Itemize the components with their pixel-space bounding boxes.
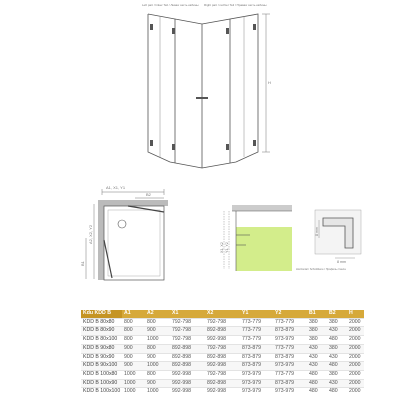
table-cell: 892-898 — [205, 327, 240, 336]
table-cell: 430 — [307, 353, 327, 362]
table-cell: 480 — [307, 370, 327, 379]
table-cell: 380 — [307, 327, 327, 336]
table-cell: 992-998 — [170, 388, 205, 396]
hinge — [150, 140, 153, 146]
table-cell: 900 — [122, 353, 145, 362]
table-row — [81, 344, 364, 353]
table-header-cell: A1 — [122, 310, 145, 318]
table-cell: 973-979 — [273, 362, 307, 371]
table-cell: 892-898 — [170, 353, 205, 362]
table-cell: KDD B 80x90 — [81, 327, 122, 336]
table-cell: 430 — [327, 379, 347, 388]
glass-profile-detail — [305, 208, 385, 268]
table-header-cell: X1 — [170, 310, 205, 318]
table-cell: 773-779 — [240, 327, 273, 336]
table-cell: 792-798 — [205, 344, 240, 353]
hinge — [226, 28, 229, 34]
table-cell: 2000 — [347, 344, 364, 353]
table-cell: KDD B 90x90 — [81, 353, 122, 362]
table-cell: 430 — [307, 344, 327, 353]
label-x1x2: X1, X2 — [220, 242, 224, 253]
table-header-cell: B1 — [307, 310, 327, 318]
table-cell: 1000 — [145, 388, 170, 396]
table-cell: 992-998 — [205, 362, 240, 371]
table-cell: 773-779 — [240, 318, 273, 327]
table-cell: 2000 — [347, 327, 364, 336]
green-area — [236, 227, 292, 271]
table-cell: KDD B 100x90 — [81, 379, 122, 388]
table-cell: 480 — [327, 388, 347, 396]
table-cell: 800 — [145, 344, 170, 353]
table-cell: 2000 — [347, 336, 364, 345]
table-cell: 480 — [327, 336, 347, 345]
right-part-label: Right part / rechter Teil / Правая часть кабины — [204, 3, 267, 7]
table-cell: 973-979 — [273, 388, 307, 396]
table-cell: KDD B 80x80 — [81, 318, 122, 327]
wall-section — [232, 205, 292, 211]
table-cell: 873-879 — [273, 327, 307, 336]
table-cell: 792-798 — [205, 370, 240, 379]
hinge — [172, 144, 175, 150]
label-y1y2: Y1, Y2 — [225, 242, 229, 253]
table-cell: 2000 — [347, 370, 364, 379]
table-cell: 800 — [145, 318, 170, 327]
table-cell: 380 — [307, 318, 327, 327]
table-cell: 992-998 — [205, 336, 240, 345]
table-cell: 800 — [122, 336, 145, 345]
table-row — [81, 327, 364, 336]
table-cell: 800 — [145, 370, 170, 379]
table-cell: 992-998 — [170, 379, 205, 388]
table-cell: 1000 — [122, 379, 145, 388]
hinge — [253, 140, 256, 146]
spec-table — [81, 310, 364, 396]
table-cell: 480 — [307, 379, 327, 388]
dimension-h-label: H — [268, 80, 271, 85]
table-cell: KDD B 90x80 — [81, 344, 122, 353]
table-cell: 792-798 — [170, 336, 205, 345]
wall-top — [98, 200, 168, 206]
table-row — [81, 370, 364, 379]
left-part-label: Left part / linker Teil / Левая часть кабины — [142, 3, 199, 7]
table-cell: 973-979 — [273, 336, 307, 345]
label-a1: A1, X1, Y1 — [106, 185, 126, 190]
table-row — [81, 362, 364, 371]
table-cell: 873-879 — [273, 353, 307, 362]
label-8mm-vertical: 8 mm — [315, 227, 319, 236]
hinge — [226, 144, 229, 150]
table-cell: 380 — [307, 336, 327, 345]
table-cell: 1000 — [122, 388, 145, 396]
table-cell: 873-879 — [240, 353, 273, 362]
shower-tray — [104, 206, 164, 280]
table-cell: 892-898 — [170, 362, 205, 371]
table-cell: 773-779 — [273, 370, 307, 379]
detail-caption: Horizontal / Schnittbene / Профиль стекла — [296, 268, 346, 271]
table-cell: 2000 — [347, 388, 364, 396]
table-cell: 900 — [145, 353, 170, 362]
table-cell: 992-998 — [205, 388, 240, 396]
table-header-cell: Y2 — [273, 310, 307, 318]
hinge — [253, 24, 256, 30]
table-cell: 973-979 — [240, 388, 273, 396]
profile-frame — [315, 210, 361, 254]
table-cell: 800 — [122, 318, 145, 327]
table-cell: 380 — [327, 318, 347, 327]
table-row — [81, 379, 364, 388]
table-cell: KDD B 100x80 — [81, 370, 122, 379]
table-cell: 792-798 — [205, 318, 240, 327]
hinge — [150, 24, 153, 30]
table-cell: 900 — [122, 344, 145, 353]
table-header-cell: B2 — [327, 310, 347, 318]
table-cell: 900 — [145, 379, 170, 388]
label-b1: B1 — [80, 261, 85, 266]
label-a2: A2, X2, Y2 — [88, 224, 93, 244]
table-cell: 900 — [145, 327, 170, 336]
table-row — [81, 318, 364, 327]
table-cell: 973-979 — [240, 370, 273, 379]
table-header-cell: H — [347, 310, 364, 318]
table-cell: 773-779 — [240, 336, 273, 345]
table-row — [81, 388, 364, 396]
table-cell: 873-879 — [240, 344, 273, 353]
table-cell: 792-798 — [170, 318, 205, 327]
enclosure-drawing — [0, 0, 400, 180]
table-cell: 2000 — [347, 362, 364, 371]
table-cell: 430 — [307, 362, 327, 371]
table-cell: 480 — [307, 388, 327, 396]
table-header-cell: X2 — [205, 310, 240, 318]
table-header-cell: Y1 — [240, 310, 273, 318]
table-cell: 380 — [327, 370, 347, 379]
table-cell: 892-898 — [205, 353, 240, 362]
table-cell: 792-798 — [170, 327, 205, 336]
table-cell: KDD B 100x100 — [83, 388, 121, 395]
table-cell: KDD B 80x100 — [81, 336, 122, 345]
table-cell: 773-779 — [273, 318, 307, 327]
table-cell: 873-879 — [273, 379, 307, 388]
table-cell: 773-779 — [273, 344, 307, 353]
table-cell: 973-979 — [240, 379, 273, 388]
table-cell: 2000 — [347, 379, 364, 388]
table-cell: 892-898 — [170, 344, 205, 353]
table-cell: 900 — [122, 362, 145, 371]
table-cell: 1000 — [145, 362, 170, 371]
table-cell: 892-898 — [205, 379, 240, 388]
table-cell: 873-879 — [240, 362, 273, 371]
table-cell: 380 — [327, 344, 347, 353]
plan-view-drawing — [40, 182, 185, 287]
label-b2: B2 — [146, 192, 151, 197]
table-cell: 430 — [327, 353, 347, 362]
side-section-drawing — [210, 205, 295, 275]
table-header-cell: A2 — [145, 310, 170, 318]
table-row — [81, 336, 364, 345]
table-cell: 2000 — [347, 318, 364, 327]
table-cell: 430 — [327, 327, 347, 336]
label-8mm-horizontal: 8 mm — [337, 260, 346, 264]
table-cell: KDD B 90x100 — [81, 362, 122, 371]
table-cell: 1000 — [122, 370, 145, 379]
table-header-cell: Kdu KDD B — [81, 310, 122, 318]
table-cell: 800 — [122, 327, 145, 336]
table-row — [81, 353, 364, 362]
table-header-row — [81, 310, 364, 318]
hinge — [172, 28, 175, 34]
table-cell: 480 — [327, 362, 347, 371]
door-handle — [196, 97, 208, 99]
table-cell: 992-998 — [170, 370, 205, 379]
table-cell: 1000 — [145, 336, 170, 345]
wall-left — [98, 200, 104, 280]
table-cell: 2000 — [347, 353, 364, 362]
